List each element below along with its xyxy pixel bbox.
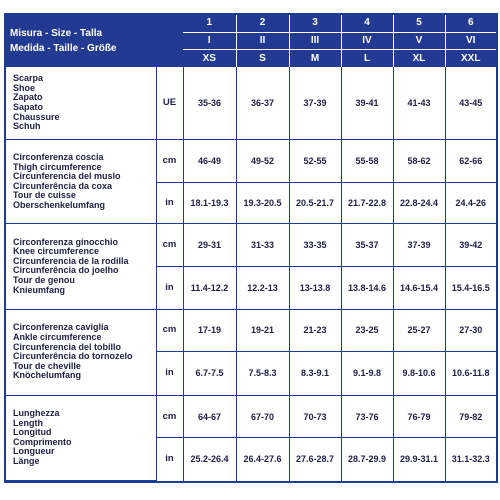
value-cell: 12.2-13: [236, 266, 289, 309]
measurement-label-line: Thigh circumference: [13, 161, 102, 172]
value-cell: 41-43: [393, 67, 445, 140]
value-cell: 9.8-10.6: [393, 352, 445, 396]
value-cell: 28.7-29.9: [341, 438, 393, 481]
size-letter: XL: [393, 50, 445, 67]
value-cell: 31-33: [236, 224, 289, 267]
measurement-label-line: Tour de cuisse: [13, 190, 76, 201]
size-roman: II: [236, 32, 289, 50]
measurement-label-line: Schuh: [13, 121, 41, 132]
value-cell: 13-13.8: [289, 266, 341, 309]
measurement-label-line: Sapato: [13, 102, 44, 113]
unit-cell: cm: [156, 224, 183, 267]
table-row: [6, 140, 496, 183]
measurement-label-line: Knee circumference: [13, 246, 100, 257]
size-roman: III: [289, 32, 341, 50]
value-cell: 67-70: [236, 395, 289, 438]
value-cell: 76-79: [393, 395, 445, 438]
unit-cell: cm: [156, 140, 183, 183]
size-number: 2: [236, 15, 289, 32]
measurement-label-line: Comprimento: [13, 436, 72, 447]
unit-cell: in: [156, 352, 183, 396]
value-cell: 17-19: [183, 309, 236, 352]
header-row-numbers: [6, 15, 496, 32]
title-line-2: Medida - Taille - Größe: [10, 42, 117, 54]
measurement-label-line: Chaussure: [13, 111, 60, 122]
size-roman: V: [393, 32, 445, 50]
value-cell: 22.8-24.4: [393, 182, 445, 224]
measurement-label-line: Longueur: [13, 446, 55, 457]
measurement-label-line: Ankle circumference: [13, 331, 102, 342]
value-cell: 35-36: [183, 67, 236, 140]
unit-cell: cm: [156, 309, 183, 352]
measurement-label-line: Tour de cheville: [13, 360, 81, 371]
measurement-label: [6, 395, 156, 480]
size-letter: L: [341, 50, 393, 67]
value-cell: 46-49: [183, 140, 236, 183]
measurement-label-line: Circunferência da coxa: [13, 180, 113, 191]
unit-cell: in: [156, 266, 183, 309]
measurement-label-line: Zapato: [13, 92, 43, 103]
unit-cell: in: [156, 438, 183, 481]
measurement-label-line: Tour de genou: [13, 275, 75, 286]
size-roman: VI: [445, 32, 496, 50]
value-cell: 73-76: [341, 395, 393, 438]
size-letter: M: [289, 50, 341, 67]
size-letter: XXL: [445, 50, 496, 67]
value-cell: 52-55: [289, 140, 341, 183]
value-cell: 36-37: [236, 67, 289, 140]
value-cell: 9.1-9.8: [341, 352, 393, 396]
measurement-label-line: Circunferencia del tobillo: [13, 341, 122, 352]
measurement-label: [6, 140, 156, 224]
value-cell: 15.4-16.5: [445, 266, 496, 309]
value-cell: 6.7-7.5: [183, 352, 236, 396]
value-cell: 23-25: [341, 309, 393, 352]
value-cell: 19-21: [236, 309, 289, 352]
unit-cell: cm: [156, 395, 183, 438]
size-letter: S: [236, 50, 289, 67]
value-cell: 58-62: [393, 140, 445, 183]
value-cell: 27.6-28.7: [289, 438, 341, 481]
value-cell: 79-82: [445, 395, 496, 438]
size-roman: I: [183, 32, 236, 50]
value-cell: 64-67: [183, 395, 236, 438]
size-letter: XS: [183, 50, 236, 67]
measurement-label-line: Shoe: [13, 82, 36, 93]
table-row: [6, 224, 496, 267]
value-cell: 37-39: [393, 224, 445, 267]
measurement-label-line: Scarpa: [13, 73, 44, 84]
table-title: [6, 15, 183, 67]
size-number: 1: [183, 15, 236, 32]
size-roman: IV: [341, 32, 393, 50]
size-number: 5: [393, 15, 445, 32]
measurement-label-line: Knöchelumfang: [13, 370, 82, 381]
measurement-label-line: Circunferencia de la rodilla: [13, 255, 129, 266]
value-cell: 49-52: [236, 140, 289, 183]
measurement-label-line: Oberschenkelumfang: [13, 199, 106, 210]
value-cell: 39-41: [341, 67, 393, 140]
measurement-label: [6, 224, 156, 309]
value-cell: 29-31: [183, 224, 236, 267]
value-cell: 20.5-21.7: [289, 182, 341, 224]
size-table: [6, 15, 496, 481]
measurement-label-line: Knieumfang: [13, 284, 66, 295]
value-cell: 37-39: [289, 67, 341, 140]
value-cell: 33-35: [289, 224, 341, 267]
table-row: [6, 67, 496, 140]
measurement-label-line: Länge: [13, 456, 40, 467]
value-cell: 24.4-26: [445, 182, 496, 224]
measurement-label-line: Lunghezza: [13, 408, 60, 419]
measurement-label-line: Circonferenza ginocchio: [13, 236, 119, 247]
measurement-label: [6, 309, 156, 395]
size-number: 4: [341, 15, 393, 32]
value-cell: 19.3-20.5: [236, 182, 289, 224]
value-cell: 25-27: [393, 309, 445, 352]
value-cell: 11.4-12.2: [183, 266, 236, 309]
measurement-label-line: Circunferência do joelho: [13, 265, 119, 276]
table-row: [6, 309, 496, 352]
value-cell: 21-23: [289, 309, 341, 352]
value-cell: 7.5-8.3: [236, 352, 289, 396]
value-cell: 18.1-19.3: [183, 182, 236, 224]
title-line-1: Misura - Size - Talla: [10, 27, 103, 39]
value-cell: 27-30: [445, 309, 496, 352]
value-cell: 43-45: [445, 67, 496, 140]
value-cell: 25.2-26.4: [183, 438, 236, 481]
value-cell: 26.4-27.6: [236, 438, 289, 481]
value-cell: 29.9-31.1: [393, 438, 445, 481]
measurement-label-line: Longitud: [13, 427, 52, 438]
unit-cell: in: [156, 182, 183, 224]
measurement-label-line: Circonferenza caviglia: [13, 322, 109, 333]
value-cell: 39-42: [445, 224, 496, 267]
value-cell: 8.3-9.1: [289, 352, 341, 396]
size-number: 6: [445, 15, 496, 32]
value-cell: 31.1-32.3: [451, 454, 490, 465]
measurement-label: [6, 67, 156, 140]
size-chart: [4, 13, 498, 483]
value-cell: 10.6-11.8: [445, 352, 496, 396]
table-row: [6, 395, 496, 438]
measurement-label-line: Length: [13, 417, 43, 428]
value-cell: 14.6-15.4: [393, 266, 445, 309]
value-cell: 70-73: [289, 395, 341, 438]
size-number: 3: [289, 15, 341, 32]
value-cell: 21.7-22.8: [341, 182, 393, 224]
value-cell: 55-58: [341, 140, 393, 183]
unit-cell: UE: [156, 67, 183, 140]
value-cell: 62-66: [445, 140, 496, 183]
value-cell: 35-37: [341, 224, 393, 267]
measurement-label-line: Circunferência do tornozelo: [13, 351, 133, 362]
measurement-label-line: Circonferenza coscia: [13, 151, 104, 162]
measurement-label-line: Circunferencia del muslo: [13, 171, 121, 182]
value-cell: 13.8-14.6: [341, 266, 393, 309]
